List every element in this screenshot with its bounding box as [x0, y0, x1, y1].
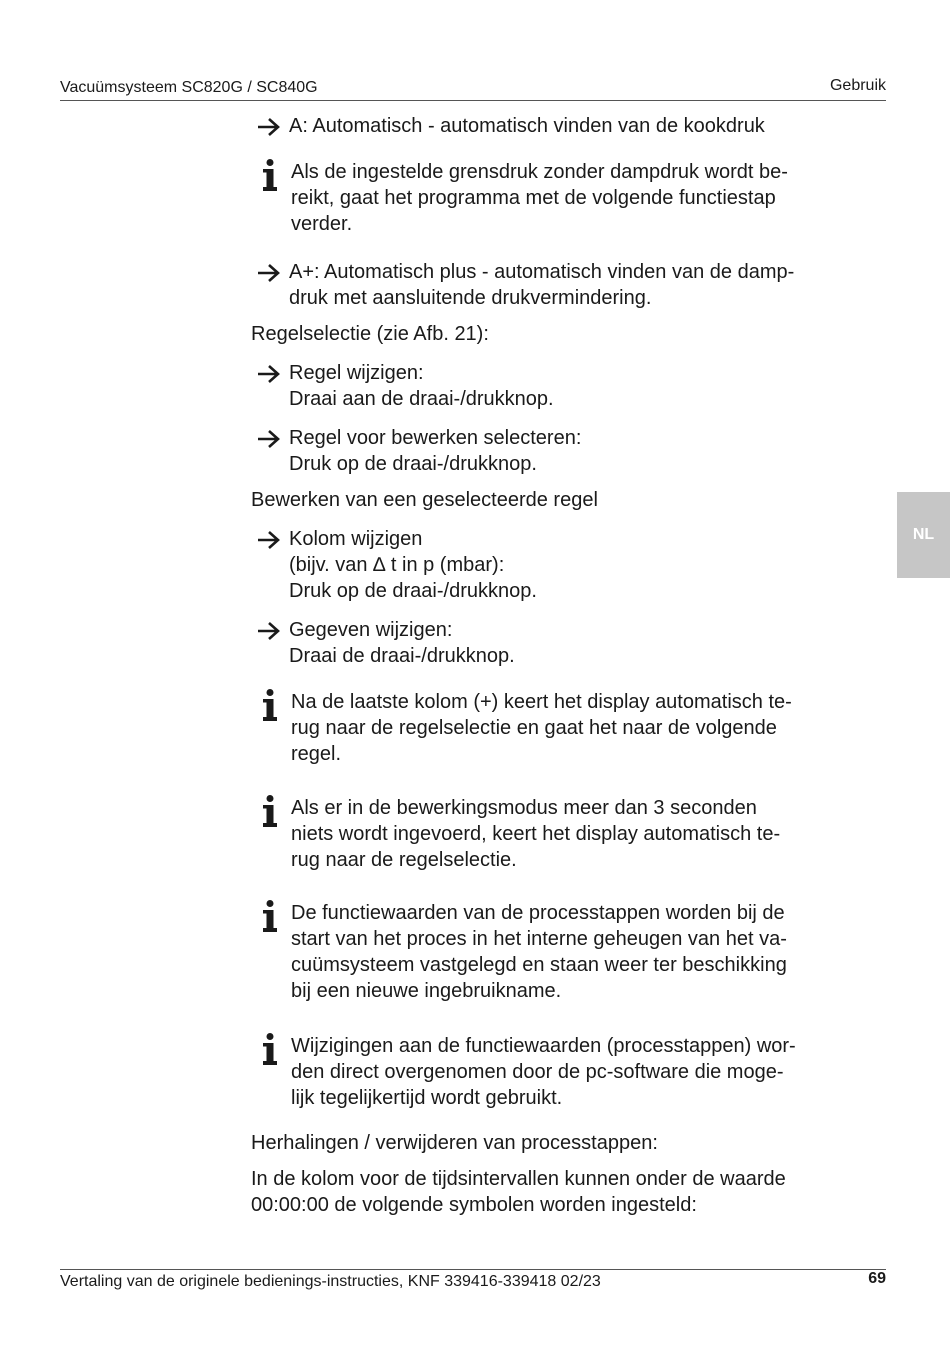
info-icon [262, 795, 278, 829]
page-number: 69 [868, 1270, 886, 1287]
kolom-paragraph [251, 1166, 786, 1218]
arrow-right-icon [256, 116, 282, 138]
text-line: Gegeven wijzigen: [289, 619, 453, 641]
regelselectie-heading: Regelselectie (zie Afb. 21): [251, 323, 489, 345]
text-line: druk met aansluitende drukvermindering. [289, 287, 652, 309]
arrow-right-icon [256, 428, 282, 450]
text-line: rug naar de regelselectie en gaat het naar de volgende [291, 717, 777, 739]
herhalingen-heading: Herhalingen / verwijderen van processtappen: [251, 1132, 658, 1154]
text-line: Regel wijzigen: [289, 362, 424, 384]
text-line: cuümsysteem vastgelegd en staan weer ter beschikking [291, 954, 787, 976]
text-line: (bijv. van ∆ t in p (mbar): [289, 554, 505, 576]
text-line: rug naar de regelselectie. [291, 849, 517, 871]
text-line: Draai de draai-/drukknop. [289, 645, 515, 667]
text-line: Draai aan de draai-/drukknop. [289, 388, 554, 410]
text-line: verder. [291, 213, 353, 235]
text-line: Als de ingestelde grensdruk zonder dampdruk wordt be- [291, 161, 788, 183]
arrow-right-icon [256, 363, 282, 385]
arrow-right-icon [256, 262, 282, 284]
text-line: A+: Automatisch plus - automatisch vinden van de damp- [289, 261, 795, 283]
text-line: A: Automatisch - automatisch vinden van de kookdruk [289, 115, 765, 137]
bewerken-heading: Bewerken van een geselecteerde regel [251, 489, 598, 511]
info-icon [262, 900, 278, 934]
text-line: Druk op de draai-/drukknop. [289, 453, 537, 475]
text-line: Druk op de draai-/drukknop. [289, 580, 537, 602]
text-line: In de kolom voor de tijdsintervallen kunnen onder de waarde [251, 1168, 786, 1190]
footer-text: Vertaling van de originele bedienings-instructies, KNF 339416-339418 02/23 [60, 1273, 601, 1290]
text-line: Regel voor bewerken selecteren: [289, 427, 582, 449]
info-icon [262, 159, 278, 193]
header-divider [60, 100, 886, 101]
text-line: regel. [291, 743, 342, 765]
text-line: Als er in de bewerkingsmodus meer dan 3 seconden [291, 797, 757, 819]
text-line: 00:00:00 de volgende symbolen worden ingesteld: [251, 1194, 697, 1216]
arrow-right-icon [256, 529, 282, 551]
text-line: reikt, gaat het programma met de volgende functiestap [291, 187, 776, 209]
text-line: start van het proces in het interne geheugen van het va- [291, 928, 787, 950]
text-line: De functiewaarden van de processtappen worden bij de [291, 902, 785, 924]
language-tab: NL [897, 492, 950, 578]
info-icon [262, 1033, 278, 1067]
text-line: Kolom wijzigen [289, 528, 423, 550]
header-title: Vacuümsysteem SC820G / SC840G [60, 79, 318, 96]
info-icon [262, 689, 278, 723]
text-line: bij een nieuwe ingebruikname. [291, 980, 562, 1002]
arrow-right-icon [256, 620, 282, 642]
text-line: lijk tegelijkertijd wordt gebruikt. [291, 1087, 563, 1109]
text-line: niets wordt ingevoerd, keert het display automatisch te- [291, 823, 781, 845]
text-line: Wijzigingen aan de functiewaarden (processtappen) wor- [291, 1035, 796, 1057]
text-line: den direct overgenomen door de pc-software die moge- [291, 1061, 784, 1083]
text-line: Na de laatste kolom (+) keert het display automatisch te- [291, 691, 792, 713]
footer-divider [60, 1269, 886, 1270]
header-section: Gebruik [829, 77, 886, 94]
